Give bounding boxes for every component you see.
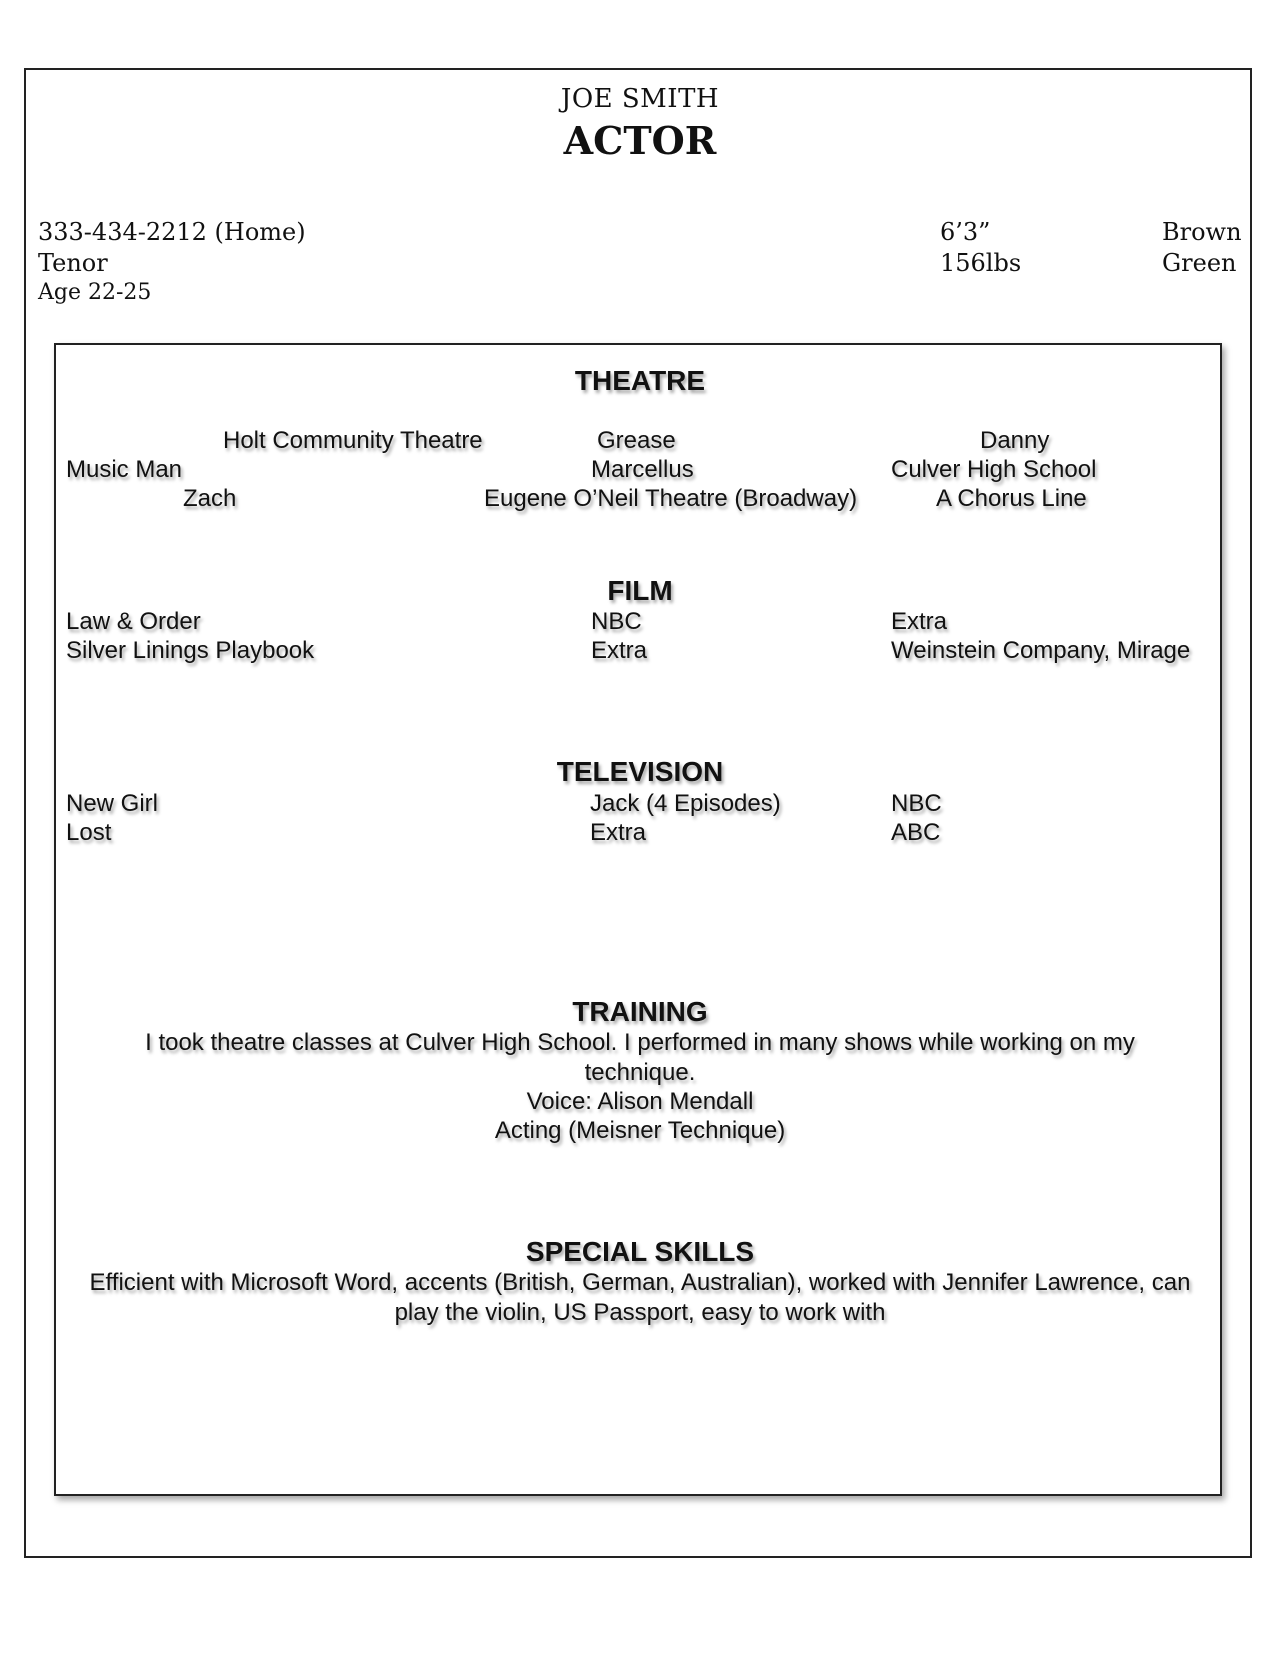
phone-number: 333-434-2212 (Home) <box>38 218 306 246</box>
training-description: I took theatre classes at Culver High School. I performed in many shows while working on my technique. <box>145 1029 1135 1086</box>
theatre-row2-show: Music Man <box>66 456 183 483</box>
film-row2-role: Extra <box>591 637 648 664</box>
special-skills-heading: SPECIAL SKILLS <box>525 1236 755 1267</box>
tv-row1-role: Jack (4 Episodes) <box>590 790 781 817</box>
film-row1-role: Extra <box>891 608 948 635</box>
tv-row2-role: Extra <box>590 819 647 846</box>
theatre-row2-role: Marcellus <box>591 456 694 483</box>
training-heading: TRAINING <box>572 996 708 1027</box>
training-voice: Voice: Alison Mendall <box>526 1088 754 1115</box>
film-row2-title: Silver Linings Playbook <box>66 637 315 664</box>
film-row1-network: NBC <box>591 608 642 635</box>
height: 6’3” <box>940 218 991 246</box>
television-heading: TELEVISION <box>556 756 724 787</box>
voice-type: Tenor <box>38 249 108 277</box>
actor-name: JOE SMITH <box>560 84 720 114</box>
theatre-row3-show: A Chorus Line <box>936 485 1087 512</box>
actor-title: ACTOR <box>563 118 717 163</box>
film-row1-title: Law & Order <box>66 608 201 635</box>
tv-row1-title: New Girl <box>66 790 159 817</box>
theatre-row1-role: Danny <box>980 427 1050 454</box>
theatre-row3-venue: Eugene O’Neil Theatre (Broadway) <box>484 485 858 512</box>
film-heading: FILM <box>607 575 673 606</box>
theatre-row1-venue: Holt Community Theatre <box>223 427 483 454</box>
weight: 156lbs <box>940 249 1022 277</box>
film-row2-company: Weinstein Company, Mirage <box>891 637 1191 664</box>
special-skills-text: Efficient with Microsoft Word, accents (British, German, Australian), worked with Jennifer Lawrence, can play the violin, US Passport, easy to work with <box>89 1269 1191 1326</box>
tv-row1-network: NBC <box>891 790 942 817</box>
theatre-row3-role: Zach <box>183 485 237 512</box>
tv-row2-title: Lost <box>66 819 112 846</box>
theatre-row2-venue: Culver High School <box>891 456 1097 483</box>
theatre-row1-show: Grease <box>597 427 676 454</box>
age-range: Age 22-25 <box>38 280 152 305</box>
hair-color: Brown <box>1162 218 1242 246</box>
training-acting: Acting (Meisner Technique) <box>494 1117 786 1144</box>
eye-color: Green <box>1162 249 1237 277</box>
theatre-heading: THEATRE <box>574 365 706 396</box>
tv-row2-network: ABC <box>891 819 941 846</box>
